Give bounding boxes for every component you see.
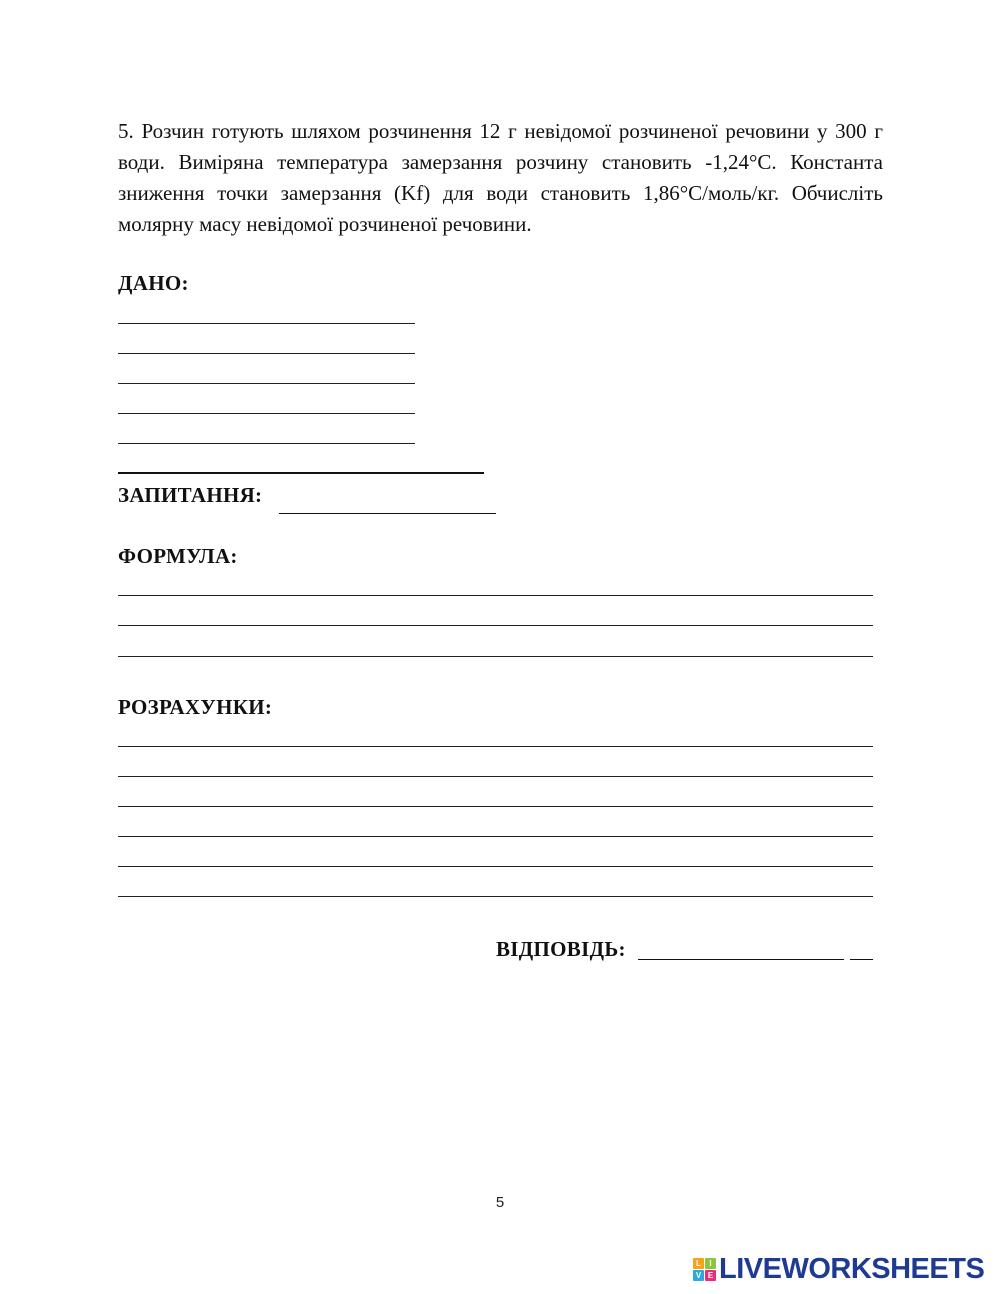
given-answer-line[interactable]	[118, 413, 415, 414]
answer-line-short[interactable]	[850, 959, 873, 960]
calculations-answer-line[interactable]	[118, 776, 873, 777]
formula-answer-line[interactable]	[118, 595, 873, 596]
given-answer-line[interactable]	[118, 383, 415, 384]
given-heading: ДАНО:	[118, 271, 189, 295]
given-answer-line[interactable]	[118, 443, 415, 444]
formula-answer-line[interactable]	[118, 625, 873, 626]
logo-mark-icon	[693, 1258, 716, 1281]
logo-letter: L	[693, 1258, 704, 1269]
calculations-answer-line[interactable]	[118, 866, 873, 867]
logo-letter: I	[705, 1258, 716, 1269]
calculations-answer-line[interactable]	[118, 836, 873, 837]
logo-letter: V	[693, 1270, 704, 1281]
liveworksheets-logo	[693, 1254, 984, 1284]
given-answer-line[interactable]	[118, 353, 415, 354]
problem-statement: 5. Розчин готують шляхом розчинення 12 г невідомої розчиненої речовини у 300 г води. Виміряна температура замерзання розчину становить -1,24°С. Константа зниження точки замерзання (Kf) для води становить 1,86°С/моль/кг. Обчисліть молярну масу невідомої розчиненої речовини.	[118, 119, 883, 236]
logo-letter: E	[705, 1270, 716, 1281]
calculations-answer-line[interactable]	[118, 896, 873, 897]
answer-line[interactable]	[638, 959, 844, 960]
page-number: 5	[495, 1194, 505, 1211]
answer-heading: ВІДПОВІДЬ:	[496, 937, 626, 961]
formula-heading: ФОРМУЛА:	[118, 544, 238, 568]
calculations-heading: РОЗРАХУНКИ:	[118, 695, 273, 719]
calculations-answer-line[interactable]	[118, 746, 873, 747]
calculations-answer-line[interactable]	[118, 806, 873, 807]
logo-text: LIVEWORKSHEETS	[719, 1253, 985, 1285]
given-answer-line[interactable]	[118, 323, 415, 324]
question-heading: ЗАПИТАННЯ:	[118, 483, 263, 507]
formula-answer-line[interactable]	[118, 656, 873, 657]
question-answer-line[interactable]	[279, 513, 496, 514]
given-divider	[118, 472, 484, 474]
